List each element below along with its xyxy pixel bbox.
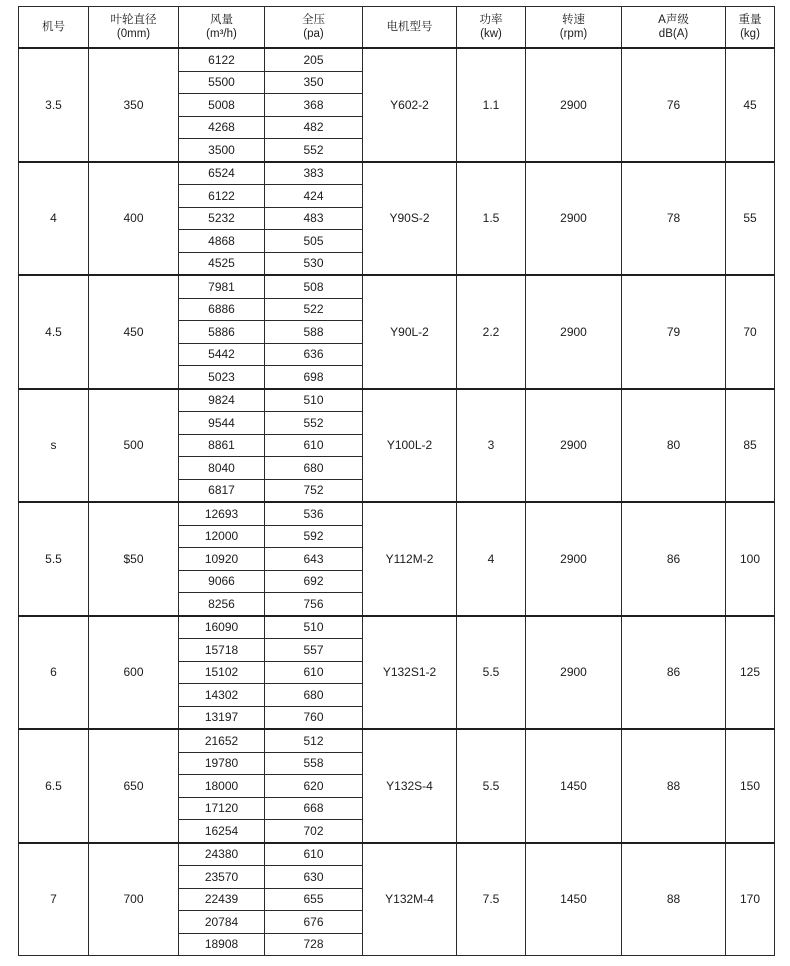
pressure-cell: 205: [265, 48, 363, 71]
weight-cell: 150: [726, 729, 775, 843]
impeller-diameter-cell: 650: [89, 729, 179, 843]
weight-cell: 55: [726, 162, 775, 276]
power-cell: 5.5: [457, 616, 526, 730]
model-number-cell: 3.5: [19, 48, 89, 162]
model-number-cell: 5.5: [19, 502, 89, 616]
pressure-cell: 512: [265, 729, 363, 752]
airflow-cell: 6122: [179, 48, 265, 71]
airflow-cell: 6122: [179, 185, 265, 208]
noise-level-cell: 80: [622, 389, 726, 503]
pressure-cell: 630: [265, 866, 363, 889]
pressure-cell: 752: [265, 479, 363, 502]
pressure-cell: 383: [265, 162, 363, 185]
speed-cell: 2900: [526, 162, 622, 276]
speed-cell: 1450: [526, 843, 622, 956]
airflow-cell: 22439: [179, 888, 265, 911]
pressure-cell: 592: [265, 525, 363, 548]
airflow-cell: 4268: [179, 116, 265, 139]
airflow-cell: 6817: [179, 479, 265, 502]
pressure-cell: 522: [265, 298, 363, 321]
pressure-cell: 505: [265, 230, 363, 253]
impeller-diameter-cell: 500: [89, 389, 179, 503]
pressure-cell: 655: [265, 888, 363, 911]
table-row: [19, 389, 775, 412]
speed-cell: 2900: [526, 616, 622, 730]
power-cell: 4: [457, 502, 526, 616]
header-airflow-line1: 风量: [210, 14, 233, 26]
header-power-line2: (kw): [480, 28, 502, 40]
pressure-cell: 610: [265, 843, 363, 866]
model-number-cell: 4: [19, 162, 89, 276]
airflow-cell: 13197: [179, 706, 265, 729]
airflow-cell: 21652: [179, 729, 265, 752]
header-power-line1: 功率: [479, 14, 503, 26]
header-row: [19, 7, 775, 49]
power-cell: 1.1: [457, 48, 526, 162]
impeller-diameter-cell: 700: [89, 843, 179, 956]
airflow-cell: 17120: [179, 797, 265, 820]
fan-group: [19, 729, 775, 843]
noise-level-cell: 86: [622, 502, 726, 616]
pressure-cell: 536: [265, 502, 363, 525]
table-row: [19, 275, 775, 298]
airflow-cell: 16090: [179, 616, 265, 639]
pressure-cell: 424: [265, 185, 363, 208]
airflow-cell: 19780: [179, 752, 265, 775]
pressure-cell: 692: [265, 570, 363, 593]
pressure-cell: 557: [265, 639, 363, 662]
weight-cell: 170: [726, 843, 775, 956]
airflow-cell: 18908: [179, 933, 265, 956]
airflow-cell: 3500: [179, 139, 265, 162]
airflow-cell: 8861: [179, 434, 265, 457]
weight-cell: 70: [726, 275, 775, 389]
pressure-cell: 676: [265, 911, 363, 934]
table-row: [19, 48, 775, 71]
airflow-cell: 24380: [179, 843, 265, 866]
airflow-cell: 20784: [179, 911, 265, 934]
pressure-cell: 668: [265, 797, 363, 820]
pressure-cell: 552: [265, 412, 363, 435]
pressure-cell: 610: [265, 434, 363, 457]
pressure-cell: 620: [265, 775, 363, 798]
pressure-cell: 588: [265, 321, 363, 344]
motor-model-cell: Y112M-2: [363, 502, 457, 616]
power-cell: 2.2: [457, 275, 526, 389]
header-impeller-diameter: [89, 7, 179, 49]
table-row: [19, 162, 775, 185]
pressure-cell: 698: [265, 366, 363, 389]
header-speed: [526, 7, 622, 49]
motor-model-cell: Y132S-4: [363, 729, 457, 843]
impeller-diameter-cell: 400: [89, 162, 179, 276]
pressure-cell: 508: [265, 275, 363, 298]
power-cell: 5.5: [457, 729, 526, 843]
table-row: [19, 843, 775, 866]
motor-model-cell: Y100L-2: [363, 389, 457, 503]
airflow-cell: 12693: [179, 502, 265, 525]
header-weight-line1: 重量: [738, 14, 762, 26]
header-weight: [726, 7, 775, 49]
airflow-cell: 23570: [179, 866, 265, 889]
airflow-cell: 12000: [179, 525, 265, 548]
noise-level-cell: 86: [622, 616, 726, 730]
airflow-cell: 8256: [179, 593, 265, 616]
pressure-cell: 510: [265, 616, 363, 639]
airflow-cell: 6524: [179, 162, 265, 185]
pressure-cell: 482: [265, 116, 363, 139]
table-row: [19, 729, 775, 752]
pressure-cell: 558: [265, 752, 363, 775]
impeller-diameter-cell: 600: [89, 616, 179, 730]
airflow-cell: 14302: [179, 684, 265, 707]
speed-cell: 2900: [526, 389, 622, 503]
pressure-cell: 643: [265, 548, 363, 571]
pressure-cell: 552: [265, 139, 363, 162]
airflow-cell: 6886: [179, 298, 265, 321]
power-cell: 1.5: [457, 162, 526, 276]
impeller-diameter-cell: 450: [89, 275, 179, 389]
pressure-cell: 728: [265, 933, 363, 956]
pressure-cell: 610: [265, 661, 363, 684]
speed-cell: 1450: [526, 729, 622, 843]
fan-group: [19, 502, 775, 616]
model-number-cell: 4.5: [19, 275, 89, 389]
weight-cell: 45: [726, 48, 775, 162]
header-noise-level: [622, 7, 726, 49]
pressure-cell: 760: [265, 706, 363, 729]
header-airflow-line2: (m³/h): [206, 28, 237, 40]
header-speed-line2: (rpm): [559, 28, 588, 40]
motor-model-cell: Y90L-2: [363, 275, 457, 389]
airflow-cell: 15718: [179, 639, 265, 662]
weight-cell: 125: [726, 616, 775, 730]
fan-group: [19, 616, 775, 730]
airflow-cell: 4868: [179, 230, 265, 253]
header-impeller-diameter-line2: (0mm): [116, 28, 151, 40]
fan-group: [19, 843, 775, 956]
motor-model-cell: Y602-2: [363, 48, 457, 162]
weight-cell: 85: [726, 389, 775, 503]
model-number-cell: 7: [19, 843, 89, 956]
header-noise-level-line1: A声级: [658, 14, 689, 26]
noise-level-cell: 88: [622, 729, 726, 843]
weight-cell: 100: [726, 502, 775, 616]
speed-cell: 2900: [526, 502, 622, 616]
pressure-cell: 702: [265, 820, 363, 843]
header-model-line1: 机号: [42, 21, 65, 33]
header-airflow: [179, 7, 265, 49]
speed-cell: 2900: [526, 48, 622, 162]
header-noise-level-line2: dB(A): [658, 28, 689, 40]
pressure-cell: 680: [265, 457, 363, 480]
pressure-cell: 680: [265, 684, 363, 707]
airflow-cell: 9066: [179, 570, 265, 593]
airflow-cell: 5023: [179, 366, 265, 389]
airflow-cell: 5008: [179, 94, 265, 117]
airflow-cell: 5886: [179, 321, 265, 344]
airflow-cell: 10920: [179, 548, 265, 571]
pressure-cell: 636: [265, 343, 363, 366]
pressure-cell: 510: [265, 389, 363, 412]
power-cell: 3: [457, 389, 526, 503]
table-row: [19, 616, 775, 639]
impeller-diameter-cell: 350: [89, 48, 179, 162]
motor-model-cell: Y90S-2: [363, 162, 457, 276]
header-total-pressure: [265, 7, 363, 49]
model-number-cell: 6.5: [19, 729, 89, 843]
airflow-cell: 9544: [179, 412, 265, 435]
header-motor-model-line1: 电机型号: [386, 21, 433, 33]
header-speed-line1: 转速: [562, 14, 585, 26]
motor-model-cell: Y132S1-2: [363, 616, 457, 730]
noise-level-cell: 79: [622, 275, 726, 389]
fan-group: [19, 48, 775, 162]
pressure-cell: 756: [265, 593, 363, 616]
noise-level-cell: 76: [622, 48, 726, 162]
airflow-cell: 16254: [179, 820, 265, 843]
header-model: [19, 7, 89, 49]
speed-cell: 2900: [526, 275, 622, 389]
header-motor-model: [363, 7, 457, 49]
header-power: [457, 7, 526, 49]
fan-group: [19, 162, 775, 276]
pressure-cell: 350: [265, 71, 363, 94]
airflow-cell: 7981: [179, 275, 265, 298]
fan-group: [19, 275, 775, 389]
airflow-cell: 9824: [179, 389, 265, 412]
model-number-cell: s: [19, 389, 89, 503]
airflow-cell: 18000: [179, 775, 265, 798]
fan-spec-table: [18, 6, 775, 956]
pressure-cell: 530: [265, 252, 363, 275]
fan-group: [19, 389, 775, 503]
header-total-pressure-line2: (pa): [303, 28, 324, 40]
airflow-cell: 8040: [179, 457, 265, 480]
pressure-cell: 483: [265, 207, 363, 230]
impeller-diameter-cell: $50: [89, 502, 179, 616]
airflow-cell: 15102: [179, 661, 265, 684]
header-total-pressure-line1: 全压: [302, 14, 325, 26]
noise-level-cell: 78: [622, 162, 726, 276]
airflow-cell: 5232: [179, 207, 265, 230]
header-impeller-diameter-line1: 叶轮直径: [110, 14, 157, 26]
motor-model-cell: Y132M-4: [363, 843, 457, 956]
pressure-cell: 368: [265, 94, 363, 117]
noise-level-cell: 88: [622, 843, 726, 956]
model-number-cell: 6: [19, 616, 89, 730]
airflow-cell: 4525: [179, 252, 265, 275]
airflow-cell: 5442: [179, 343, 265, 366]
header-weight-line2: (kg): [740, 28, 760, 40]
power-cell: 7.5: [457, 843, 526, 956]
airflow-cell: 5500: [179, 71, 265, 94]
table-row: [19, 502, 775, 525]
